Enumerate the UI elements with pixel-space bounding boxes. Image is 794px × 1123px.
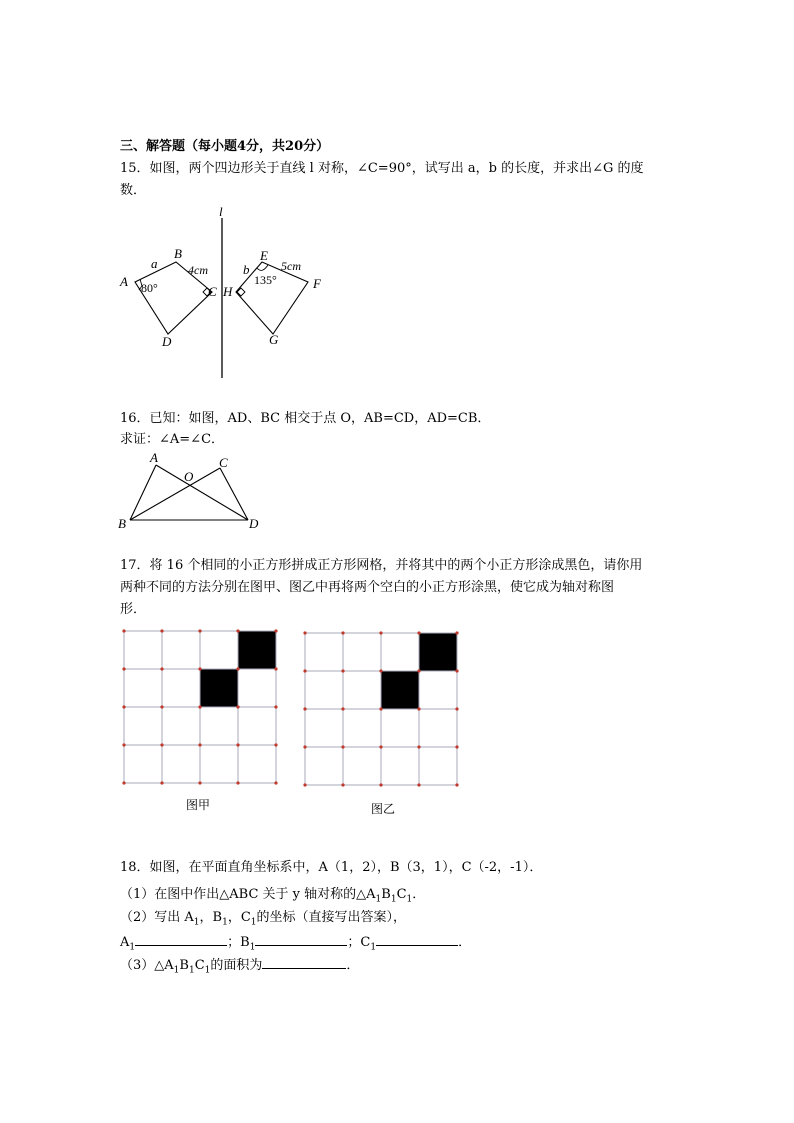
grid-left-cell-3-3[interactable] — [238, 745, 276, 783]
grid-left-grid-point — [160, 743, 163, 746]
q16-label-b: B — [118, 516, 126, 531]
q18-sub1: （1）在图中作出△ABC 关于 y 轴对称的$\triangle A_1B_1C_1$． — [120, 887, 426, 905]
grid-right-grid-point — [379, 783, 382, 786]
grid-right-cell-3-3[interactable] — [419, 747, 457, 785]
grid-left-grid-point — [236, 743, 239, 746]
grid-right-grid-point — [379, 707, 382, 710]
q16-line2: 求证：∠A=∠C． — [120, 432, 225, 447]
label-g: G — [269, 332, 279, 347]
grid-right-cell-0-3 — [419, 633, 457, 671]
grid-left-grid-point — [274, 629, 277, 632]
answer-blank-b1[interactable] — [255, 931, 347, 946]
label-a: A — [120, 274, 128, 289]
grid-left-cell-3-2[interactable] — [200, 745, 238, 783]
label-side-b: b — [243, 262, 250, 277]
label-e: E — [260, 248, 268, 263]
grid-right-grid-point — [417, 783, 420, 786]
q16-label-a: A — [150, 450, 158, 465]
grid-right-cell-3-0[interactable] — [305, 747, 343, 785]
grid-left-grid-point — [160, 629, 163, 632]
grid-right-grid-point — [303, 669, 306, 672]
q16-label-c: C — [219, 455, 228, 470]
grid-right-cell-1-1[interactable] — [343, 671, 381, 709]
label-len-ef: 5cm — [281, 259, 301, 273]
q17-line1: 17．将 16 个相同的小正方形拼成正方形网格，并将其中的两个小正方形涂成黑色，请你用 — [120, 558, 643, 573]
label-d: D — [162, 334, 172, 349]
grid-left-grid-point — [236, 667, 239, 670]
grid-right-grid-point — [341, 631, 344, 634]
grid-right-grid-point — [455, 631, 458, 634]
grid-left-grid-point — [198, 705, 201, 708]
grid-right-cell-1-0[interactable] — [305, 671, 343, 709]
label-c: C — [208, 284, 217, 299]
grid-left-cell-1-0[interactable] — [124, 669, 162, 707]
grid-right-grid-point — [341, 669, 344, 672]
grid-left-grid-point — [274, 781, 277, 784]
grid-right-cell-1-2 — [381, 671, 419, 709]
grid-left-grid-point — [160, 667, 163, 670]
grid-right-grid-point — [303, 783, 306, 786]
grid-left-grid-point — [160, 781, 163, 784]
grid-right-grid-point — [455, 669, 458, 672]
grid-left-grid-point — [122, 781, 125, 784]
q16-label-d: D — [249, 516, 259, 531]
grid-left-cell-1-1[interactable] — [162, 669, 200, 707]
label-angle-a: 80° — [141, 281, 158, 295]
grid-right-grid-point — [341, 783, 344, 786]
grid-left-grid-point — [236, 629, 239, 632]
segment-ad — [156, 465, 248, 520]
q18-sub2: （2）写出 $A_1$，$B_1$，$C_1$的坐标（直接写出答案）， — [120, 910, 407, 928]
grid-left — [118, 625, 284, 791]
q17-line3: 形． — [120, 602, 147, 617]
q18-line1: 18．如图，在平面直角坐标系中，A（1，2），B（3，1），C（-2，-1）． — [120, 860, 543, 875]
grid-left-grid-point — [274, 743, 277, 746]
answer-blank-c1[interactable] — [376, 931, 458, 946]
grid-left-grid-point — [236, 781, 239, 784]
grid-left-grid-point — [274, 705, 277, 708]
grid-right-cell-0-0[interactable] — [305, 633, 343, 671]
grid-right-grid-point — [455, 707, 458, 710]
grid-right-grid-point — [379, 631, 382, 634]
grid-right-grid-point — [303, 707, 306, 710]
grid-right-grid-point — [379, 745, 382, 748]
answer-blank-a1[interactable] — [135, 931, 227, 946]
caption-left: 图甲 — [186, 798, 211, 812]
axis-label: l — [219, 204, 223, 219]
grid-right-grid-point — [417, 631, 420, 634]
label-side-a: a — [151, 256, 158, 271]
q16-line1: 16．已知：如图，AD、BC 相交于点 O，AB=CD，AD=CB． — [120, 411, 491, 426]
grid-left-cell-0-3 — [238, 631, 276, 669]
grid-left-grid-point — [122, 705, 125, 708]
grid-right-cell-2-3[interactable] — [419, 709, 457, 747]
caption-right: 图乙 — [371, 802, 396, 816]
q15-line1: 15．如图，两个四边形关于直线 l 对称，∠C=90°，试写出 a，b 的长度，并求出∠G 的度 — [120, 161, 644, 176]
grid-left-cell-1-2 — [200, 669, 238, 707]
grid-right — [299, 627, 465, 793]
label-b: B — [174, 246, 182, 261]
grid-right-grid-point — [455, 745, 458, 748]
grid-right-cell-2-0[interactable] — [305, 709, 343, 747]
grid-left-cell-2-3[interactable] — [238, 707, 276, 745]
q18-sub3: $(3)\triangle A_1B_1C_1$的面积为 ． — [120, 954, 359, 976]
grid-right-cell-2-1[interactable] — [343, 709, 381, 747]
label-f: F — [313, 276, 321, 291]
grid-left-grid-point — [198, 667, 201, 670]
grid-right-grid-point — [341, 745, 344, 748]
grid-left-grid-point — [274, 667, 277, 670]
grid-right-cell-3-2[interactable] — [381, 747, 419, 785]
answer-blank-area[interactable] — [262, 954, 346, 969]
q16-figure — [112, 450, 272, 535]
grid-left-grid-point — [122, 667, 125, 670]
grid-left-grid-point — [122, 743, 125, 746]
grid-right-cell-0-1[interactable] — [343, 633, 381, 671]
grid-left-grid-point — [236, 705, 239, 708]
grid-left-cell-2-0[interactable] — [124, 707, 162, 745]
grid-right-cell-0-2[interactable] — [381, 633, 419, 671]
grid-right-cell-1-3[interactable] — [419, 671, 457, 709]
grid-left-cell-3-0[interactable] — [124, 745, 162, 783]
grid-right-grid-point — [303, 745, 306, 748]
grid-left-cell-1-3[interactable] — [238, 669, 276, 707]
grid-right-cell-3-1[interactable] — [343, 747, 381, 785]
label-len-bc: 4cm — [188, 263, 208, 277]
label-h: H — [223, 284, 233, 299]
q15-figure — [110, 200, 340, 385]
grid-right-grid-point — [379, 669, 382, 672]
grid-left-cell-0-1[interactable] — [162, 631, 200, 669]
grid-right-grid-point — [455, 783, 458, 786]
q17-line2: 两种不同的方法分别在图甲、图乙中再将两个空白的小正方形涂黑，使它成为轴对称图 — [120, 580, 615, 595]
grid-left-grid-point — [198, 781, 201, 784]
grid-left-grid-point — [198, 743, 201, 746]
grid-right-grid-point — [417, 745, 420, 748]
grid-right-grid-point — [341, 707, 344, 710]
q18-answers: $A_1$ ；$B_1$ ；$C_1$ ． — [120, 931, 471, 953]
grid-left-cell-0-2[interactable] — [200, 631, 238, 669]
grid-left-cell-0-0[interactable] — [124, 631, 162, 669]
grid-right-grid-point — [303, 631, 306, 634]
grid-left-grid-point — [198, 629, 201, 632]
grid-left-cell-2-2[interactable] — [200, 707, 238, 745]
grid-left-grid-point — [160, 705, 163, 708]
label-angle-e: 135° — [254, 273, 277, 287]
grid-left-grid-point — [122, 629, 125, 632]
segment-ab — [130, 465, 156, 520]
q16-label-o: O — [184, 469, 194, 484]
grid-left-cell-3-1[interactable] — [162, 745, 200, 783]
grid-left-cell-2-1[interactable] — [162, 707, 200, 745]
grid-right-grid-point — [417, 669, 420, 672]
section-title: 三、解答题（每小题4分，共20分） — [120, 139, 330, 154]
q15-line2: 数． — [120, 183, 147, 198]
grid-right-cell-2-2[interactable] — [381, 709, 419, 747]
grid-right-grid-point — [417, 707, 420, 710]
